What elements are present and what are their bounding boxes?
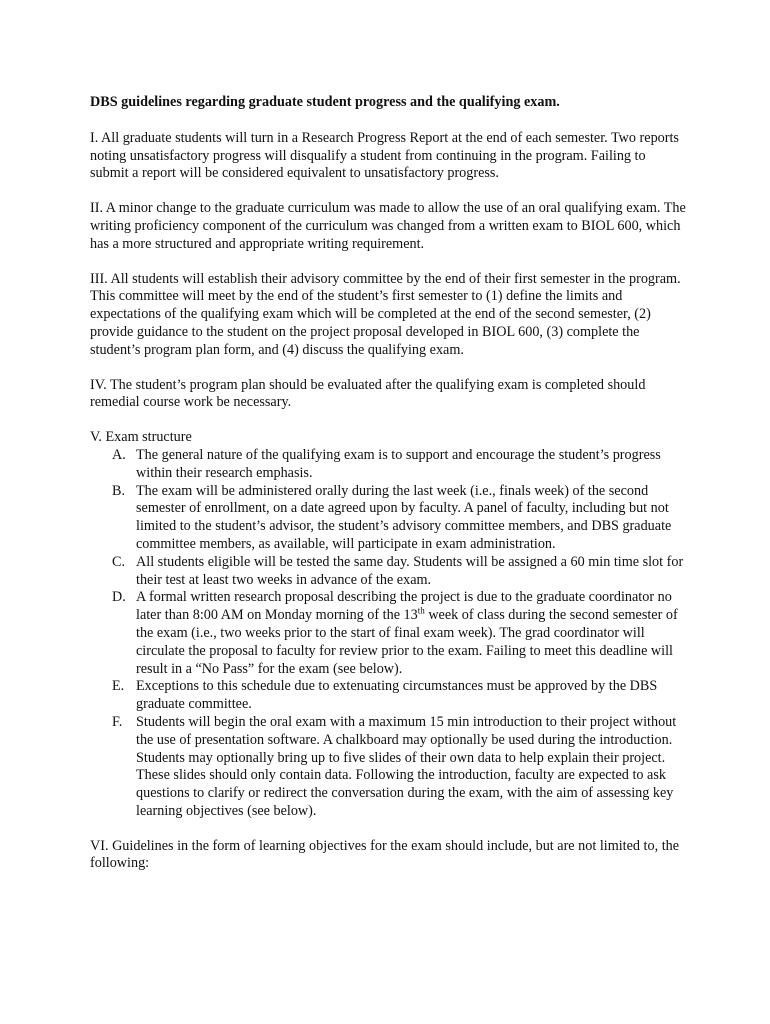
- list-item: [90, 589, 686, 678]
- section-3-paragraph: III. All students will establish their advisory committee by the end of their first semester in the program. This committee will meet by the end of the student’s first semester to (1) define the limits and expectations of the qualifying exam which will be completed at the end of the second semester, (2) provide guidance to the student on the project proposal developed in BIOL 600, (3) complete the student’s program plan form, and (4) discuss the qualifying exam.: [90, 270, 681, 358]
- section-6-paragraph: VI. Guidelines in the form of learning objectives for the exam should include, but are not limited to, the following:: [90, 837, 680, 872]
- list-item: [90, 447, 686, 483]
- list-item: [90, 714, 686, 821]
- document-page: [90, 94, 686, 890]
- section-1-paragraph: I. All graduate students will turn in a Research Progress Report at the end of each semester. Two reports noting unsatisfactory progress will disqualify a student from continuing in the program. Failing to submit a report will be considered equivalent to unsatisfactory progress.: [90, 129, 679, 182]
- list-item: [90, 678, 686, 714]
- list-item-letter: E.: [112, 678, 125, 695]
- list-item: [90, 554, 686, 590]
- list-item-text: All students eligible will be tested the same day. Students will be assigned a 60 min time slot for their test at least two weeks in advance of the exam.: [136, 553, 684, 588]
- list-item-text: Students will begin the oral exam with a maximum 15 min introduction to their project without the use of presentation software. A chalkboard may optionally be used during the introduction. Students may optionally bring up to five slides of their own data to help explain their project. These slides should only contain data. Following the introduction, faculty are expected to ask questions to clarify or redirect the conversation during the exam, with the aim of assessing key learning objectives (see below).: [136, 713, 677, 819]
- list-item-letter: B.: [112, 482, 126, 499]
- list-item-letter: F.: [112, 713, 123, 730]
- list-item-letter: C.: [112, 553, 126, 570]
- list-item-text-after: week of class during the second semester of the exam (i.e., two weeks prior to the start of final exam week). The grad coordinator will circulate the proposal to faculty for review prior to the exam. Failing to meet this deadline will result in a “No Pass” for the exam (see below).: [136, 607, 678, 677]
- list-item-text: Exceptions to this schedule due to extenuating circumstances must be approved by the DBS graduate committee.: [136, 678, 658, 713]
- list-item-text: The exam will be administered orally during the last week (i.e., finals week) of the second semester of enrollment, on a date agreed upon by faculty. A panel of faculty, including but not limited to the student’s advisor, the student’s advisory committee members, and DBS graduate committee members, as available, will participate in exam administration.: [136, 482, 672, 552]
- section-2-paragraph: II. A minor change to the graduate curriculum was made to allow the use of an oral qualifying exam. The writing proficiency component of the curriculum was changed from a written exam to BIOL 600, which has a more structured and appropriate writing requirement.: [90, 200, 686, 252]
- list-item-letter: A.: [112, 446, 126, 463]
- ordinal-superscript: th: [417, 605, 425, 616]
- section-4-paragraph: IV. The student’s program plan should be evaluated after the qualifying exam is completed should remedial course work be necessary.: [90, 376, 646, 411]
- exam-structure-list: [90, 447, 686, 821]
- list-item-text-before: A formal written research proposal describing the project is due to the graduate coordinator no later than 8:00 AM on Monday morning of the 13: [136, 589, 672, 624]
- document-title: DBS guidelines regarding graduate student progress and the qualifying exam.: [90, 94, 560, 110]
- list-item-text: The general nature of the qualifying exam is to support and encourage the student’s progress within their research emphasis.: [136, 446, 661, 481]
- section-5-heading: V. Exam structure: [90, 429, 192, 446]
- list-item: [90, 483, 686, 554]
- list-item-letter: D.: [112, 589, 126, 606]
